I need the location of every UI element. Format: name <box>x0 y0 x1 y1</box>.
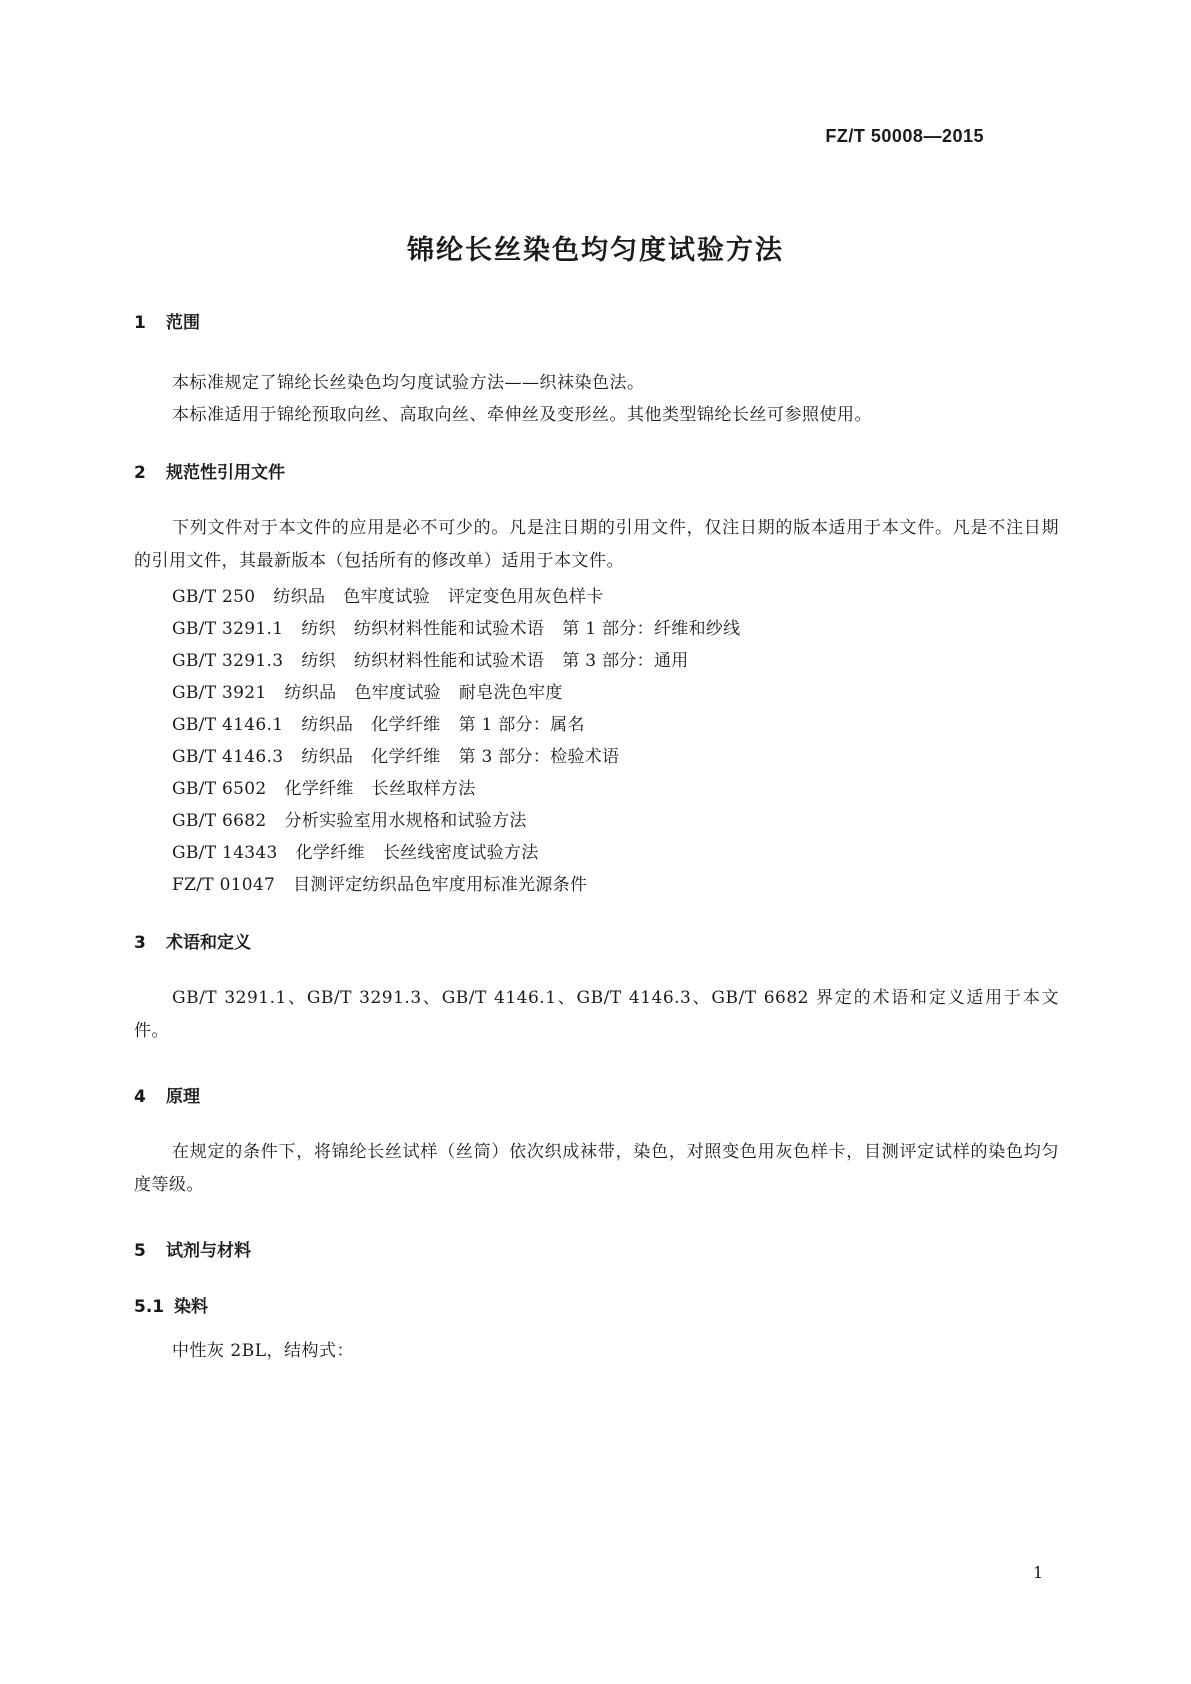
reference-part: 化学纤维 <box>371 747 441 767</box>
reference-code: GB/T 3291.3 <box>172 651 284 671</box>
reference-code: GB/T 6502 <box>172 779 267 799</box>
reference-item <box>172 646 707 671</box>
reference-part: 分析实验室用水规格和试验方法 <box>284 811 527 831</box>
reference-item <box>172 870 605 895</box>
reference-part: 纺织 <box>301 619 336 639</box>
reference-item <box>172 710 603 735</box>
reference-item <box>172 774 494 799</box>
paragraph: 在规定的条件下，将锦纶长丝试样（丝筒）依次织成袜带，染色，对照变色用灰色样卡，目测评定试样的染色均匀度等级。 <box>134 1142 1059 1195</box>
reference-part: 纺织品 <box>273 587 326 607</box>
section-heading-1 <box>134 308 200 333</box>
reference-part: 纺织材料性能和试验术语 <box>353 651 545 671</box>
reference-part: 评定变色用灰色样卡 <box>447 587 604 607</box>
reference-item <box>172 614 758 639</box>
reference-part: 第 3 部分：通用 <box>562 651 689 671</box>
reference-part: 纺织品 <box>284 683 337 703</box>
reference-part: 第 1 部分：纤维和纱线 <box>562 619 741 639</box>
reference-part: 第 3 部分：检验术语 <box>458 747 620 767</box>
reference-code: GB/T 3921 <box>172 683 267 703</box>
reference-part: 色牢度试验 <box>343 587 430 607</box>
paragraph: 中性灰 2BL，结构式： <box>172 1341 355 1361</box>
reference-part: 长丝线密度试验方法 <box>382 843 539 863</box>
section-title: 术语和定义 <box>166 933 251 953</box>
standard-code: FZ/T 50008—2015 <box>825 126 984 146</box>
section-number: 2 <box>134 463 146 483</box>
reference-part: 纺织材料性能和试验术语 <box>353 619 545 639</box>
reference-code: FZ/T 01047 <box>172 875 276 895</box>
section-heading-4 <box>134 1082 200 1107</box>
paragraph: 本标准适用于锦纶预取向丝、高取向丝、牵伸丝及变形丝。其他类型锦纶长丝可参照使用。 <box>172 405 872 425</box>
reference-code: GB/T 4146.1 <box>172 715 284 735</box>
reference-part: 化学纤维 <box>295 843 365 863</box>
reference-item <box>172 806 545 831</box>
paragraph: GB/T 3291.1、GB/T 3291.3、GB/T 4146.1、GB/T 4146.3、GB/T 6682 界定的术语和定义适用于本文件。 <box>134 988 1059 1041</box>
reference-part: 耐皂洗色牢度 <box>458 683 563 703</box>
reference-part: 化学纤维 <box>284 779 354 799</box>
section-number: 4 <box>134 1087 146 1107</box>
reference-item <box>172 742 637 767</box>
reference-part: 纺织 <box>301 651 336 671</box>
reference-part: 色牢度试验 <box>354 683 441 703</box>
section-heading-2 <box>134 458 285 483</box>
reference-part: 第 1 部分：属名 <box>458 715 585 735</box>
reference-part: 纺织品 <box>301 715 354 735</box>
section-heading-3 <box>134 928 251 953</box>
section-title: 试剂与材料 <box>166 1241 251 1261</box>
section-number: 1 <box>134 313 146 333</box>
section-title: 范围 <box>166 313 200 333</box>
paragraph: 本标准规定了锦纶长丝染色均匀度试验方法——织袜染色法。 <box>172 373 645 393</box>
document-title: 锦纶长丝染色均匀度试验方法 <box>407 235 784 266</box>
reference-item <box>172 582 622 607</box>
section-title: 原理 <box>166 1087 200 1107</box>
reference-code: GB/T 3291.1 <box>172 619 284 639</box>
reference-part: 纺织品 <box>301 747 354 767</box>
section-number: 5.1 <box>134 1297 165 1317</box>
reference-code: GB/T 4146.3 <box>172 747 284 767</box>
subsection-heading-5-1 <box>134 1292 208 1317</box>
reference-code: GB/T 14343 <box>172 843 278 863</box>
reference-code: GB/T 250 <box>172 587 256 607</box>
section-title: 规范性引用文件 <box>166 463 285 483</box>
section-number: 5 <box>134 1241 146 1261</box>
section-number: 3 <box>134 933 146 953</box>
page-number: 1 <box>1033 1563 1044 1582</box>
reference-code: GB/T 6682 <box>172 811 267 831</box>
reference-part: 长丝取样方法 <box>371 779 476 799</box>
reference-part: 化学纤维 <box>371 715 441 735</box>
reference-part: 目测评定纺织品色牢度用标准光源条件 <box>293 875 588 895</box>
section-heading-5 <box>134 1236 251 1261</box>
reference-item <box>172 678 581 703</box>
paragraph: 下列文件对于本文件的应用是必不可少的。凡是注日期的引用文件，仅注日期的版本适用于本文件。凡是不注日期的引用文件，其最新版本（包括所有的修改单）适用于本文件。 <box>134 518 1059 571</box>
section-title: 染料 <box>174 1297 208 1317</box>
reference-item <box>172 838 557 863</box>
